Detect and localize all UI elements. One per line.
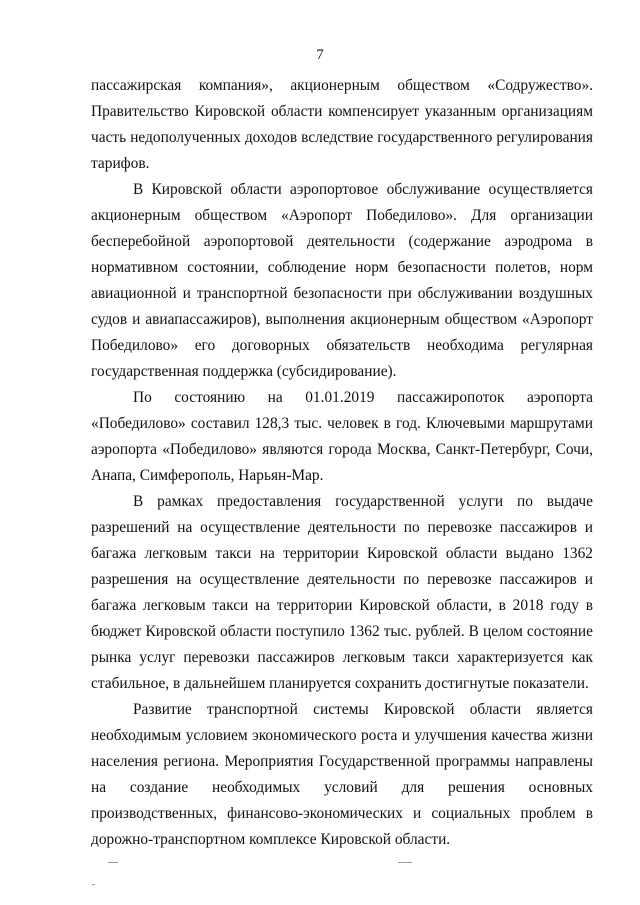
paragraph-airport-service: В Кировской области аэропортовое обслуживание осуществляется акционерным обществом «Аэропорт Победилово». Для организации бесперебойной аэропортовой деятельности (содержание аэродрома в нормативном состоянии, соблюдение норм безопасности полетов, норм авиационной и транспортной безопасности при обслуживании воздушных судов и авиапассажиров), выполнения акционерным обществом «Аэропорт Победилово» его договорных обязательств необходима регулярная государственная поддержка (субсидирование). — [91, 181, 593, 380]
paragraph-passenger-traffic: По состоянию на 01.01.2019 пассажиропоток аэропорта «Победилово» составил 128,3 тыс. человек в год. Ключевыми маршрутами аэропорта «Победилово» являются города Москва, Санкт-Петербург, Сочи, Анапа, Симферополь, Нарьян-Мар. — [91, 389, 593, 484]
paragraph-continuation: пассажирская компания», акционерным обществом «Содружество». Правительство Кировской области компенсирует указанным организациям часть недополученных доходов вследствие государственного регулирования тарифов. — [91, 77, 593, 172]
document-body — [91, 73, 593, 853]
paragraph-transport-development: Развитие транспортной системы Кировской области является необходимым условием экономического роста и улучшения качества жизни населения региона. Мероприятия Государственной программы направлены на создание необходимых условий для решения основных производственных, финансово-экономических и социальных проблем в дорожно-транспортном комплексе Кировской области. — [91, 701, 593, 848]
scan-mark-left — [108, 862, 118, 863]
paragraph-taxi-permits: В рамках предоставления государственной услуги по выдаче разрешений на осуществление деятельности по перевозке пассажиров и багажа легковым такси на территории Кировской области выдано 1362 разрешения на осуществление деятельности по перевозке пассажиров и багажа легковым такси на территории Кировской области, в 2018 году в бюджет Кировской области поступило 1362 тыс. рублей. В целом состояние рынка услуг перевозки пассажиров легковым такси характеризуется как стабильное, в дальнейшем планируется сохранить достигнутые показатели. — [91, 493, 593, 692]
scan-mark-corner — [92, 884, 95, 885]
scan-mark-right — [398, 862, 412, 863]
page-number: 7 — [316, 47, 324, 63]
